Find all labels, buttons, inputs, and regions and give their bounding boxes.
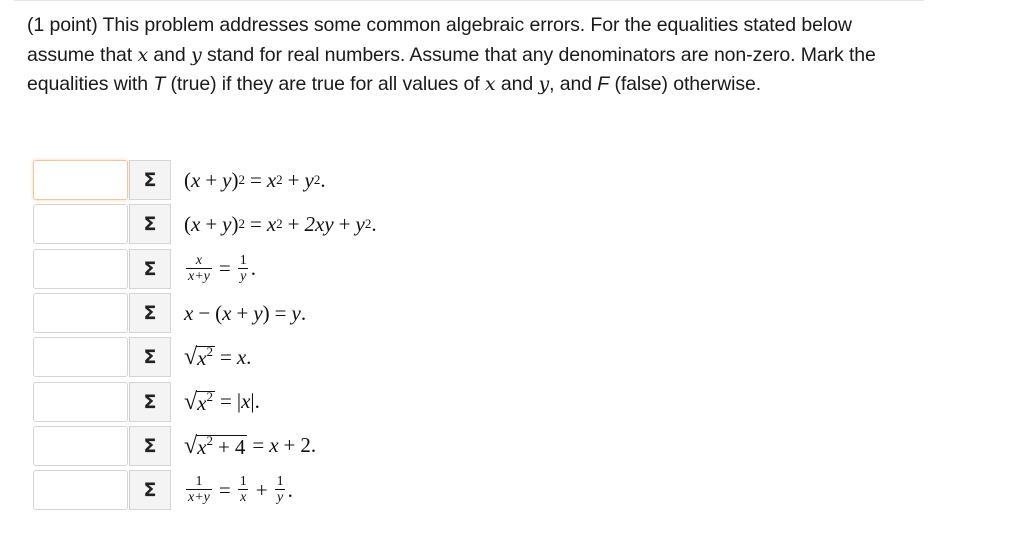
false-text: (false) otherwise. (614, 73, 762, 95)
statement-part-2: stand for real numbers. Assume that any denominators are non-zero. Mark the equalities with (27, 43, 876, 95)
sigma-icon[interactable]: Σ (129, 426, 171, 466)
sigma-icon[interactable]: Σ (129, 382, 171, 422)
equation-8: $\frac{1}{x+y}$ = $\frac{1}{x}$ + $\frac{1}{y}$ . (188, 474, 293, 506)
var-x-2: x (484, 73, 496, 95)
sigma-icon[interactable]: Σ (129, 293, 171, 333)
equality-row-8 (33, 468, 377, 512)
comma-and: , and (549, 73, 592, 95)
true-letter: T (153, 73, 166, 95)
answer-input-3[interactable] (33, 249, 128, 289)
answer-input-1[interactable] (33, 160, 128, 200)
sigma-icon[interactable]: Σ (129, 204, 171, 244)
equation-3: $\frac{x}{x+y}$ = $\frac{1}{y}$ . (188, 252, 256, 284)
var-y-2: y (538, 73, 550, 95)
equation-2: ( x + y ) 2 = x 2 + 2xy + y 2 . (184, 211, 377, 236)
points-label: (1 point) (27, 14, 98, 36)
equation-4: x − ( x + y ) = y . (184, 300, 307, 325)
equalities-list (33, 158, 377, 512)
answer-input-7[interactable] (33, 426, 128, 466)
sigma-icon[interactable]: Σ (129, 249, 171, 289)
sigma-icon[interactable]: Σ (129, 470, 171, 510)
top-divider (14, 0, 924, 1)
equality-row-6 (33, 379, 377, 423)
answer-input-2[interactable] (33, 204, 128, 244)
sigma-icon[interactable]: Σ (129, 160, 171, 200)
answer-input-8[interactable] (33, 470, 128, 510)
equality-row-3 (33, 247, 377, 291)
var-y: y (190, 43, 202, 66)
equality-row-5 (33, 335, 377, 379)
var-x: x (137, 43, 149, 66)
equality-row-2 (33, 202, 377, 246)
equation-5: √ $x^2$ = x . (184, 344, 252, 371)
true-text: (true) if they are true for all values of (170, 73, 480, 95)
equality-row-1 (33, 158, 377, 202)
equation-1: ( x + y ) 2 = x 2 + y 2 . (184, 167, 326, 192)
answer-input-6[interactable] (33, 382, 128, 422)
and-word-2: and (500, 73, 534, 95)
equality-row-4 (33, 291, 377, 335)
equation-6: √ $x^2$ = | x | . (184, 388, 260, 415)
equality-row-7 (33, 424, 377, 468)
statement-part-1: This problem addresses some common algebraic errors. For the equalities stated below assume that (27, 14, 852, 66)
problem-statement (27, 11, 907, 100)
answer-input-4[interactable] (33, 293, 128, 333)
sigma-icon[interactable]: Σ (129, 337, 171, 377)
and-word: and (153, 43, 186, 66)
equation-7: √ $x^2 + 4$ = x + 2 . (184, 432, 317, 459)
answer-input-5[interactable] (33, 337, 128, 377)
false-letter: F (597, 73, 610, 95)
